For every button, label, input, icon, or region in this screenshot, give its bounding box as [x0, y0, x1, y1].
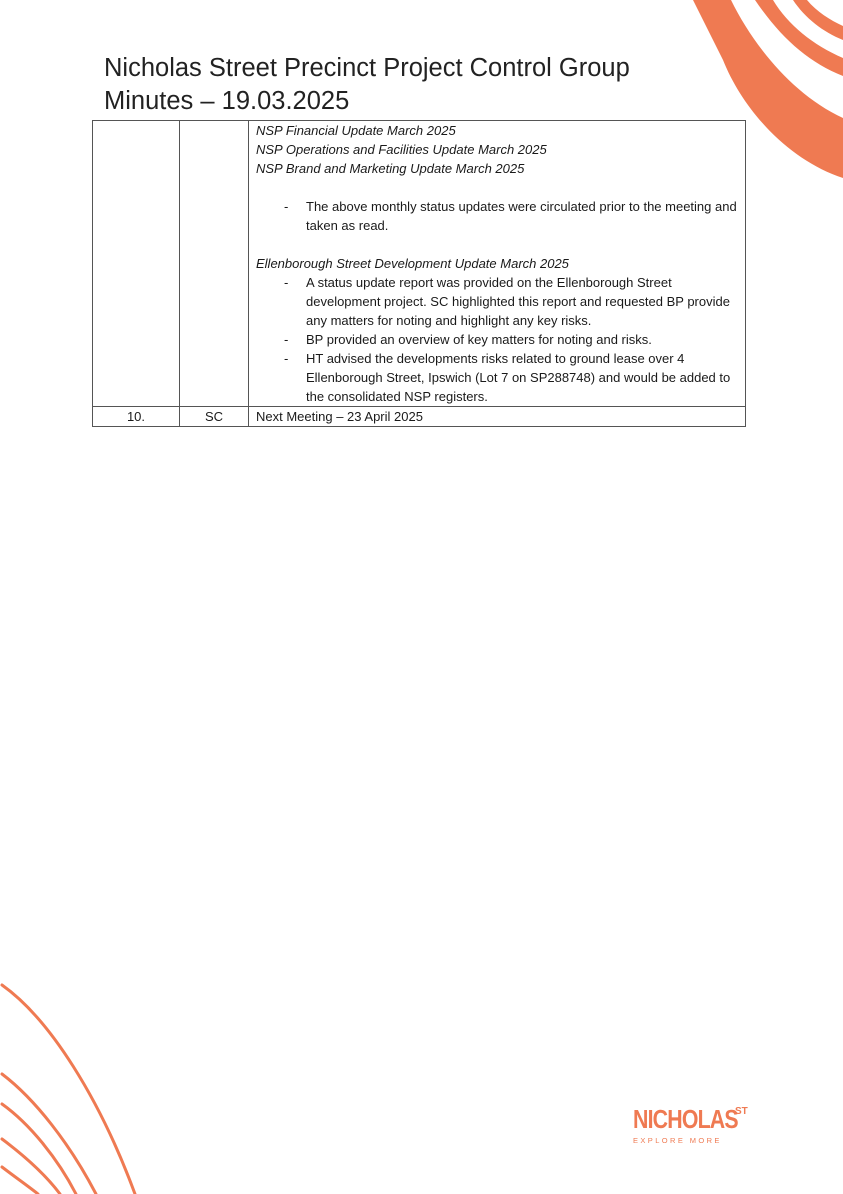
item-number-cell: [93, 121, 180, 407]
logo-wordmark: NICHOLAS: [633, 1104, 738, 1134]
decorative-lines-bottom: [0, 979, 150, 1194]
ellenborough-heading: Ellenborough Street Development Update March 2025: [256, 256, 569, 271]
logo-tagline: EXPLORE MORE: [633, 1136, 722, 1145]
update-title: NSP Brand and Marketing Update March 2025: [256, 161, 525, 176]
title-line-1: Nicholas Street Precinct Project Control Group: [104, 54, 630, 82]
item-number-cell: 10.: [93, 407, 180, 427]
list-item: - BP provided an overview of key matters for noting and risks.: [284, 330, 738, 349]
table-row: [93, 407, 746, 427]
item-content-cell: Next Meeting – 23 April 2025: [249, 407, 746, 427]
owner-cell: SC: [180, 407, 249, 427]
list-item: - HT advised the developments risks related to ground lease over 4 Ellenborough Street, Ipswich (Lot 7 on SP288748) and would be added to the consolidated NSP registers.: [284, 349, 738, 406]
logo-superscript: ST: [735, 1106, 748, 1117]
list-item: - A status update report was provided on the Ellenborough Street development project. SC highlighted this report and requested BP provide any matters for noting and highlight any key risks.: [284, 273, 738, 330]
nicholas-st-logo: [633, 1104, 748, 1145]
title-line-2: Minutes – 19.03.2025: [104, 87, 350, 115]
page-title: [104, 52, 630, 118]
update-title: NSP Operations and Facilities Update March 2025: [256, 142, 547, 157]
minutes-table: [92, 120, 746, 427]
updates-notes-list: [256, 197, 738, 235]
update-title: NSP Financial Update March 2025: [256, 123, 456, 138]
owner-cell: [180, 121, 249, 407]
ellenborough-notes-list: [256, 273, 738, 406]
item-content-cell: [249, 121, 746, 407]
table-row: [93, 121, 746, 407]
list-item: - The above monthly status updates were circulated prior to the meeting and taken as read.: [284, 197, 738, 235]
